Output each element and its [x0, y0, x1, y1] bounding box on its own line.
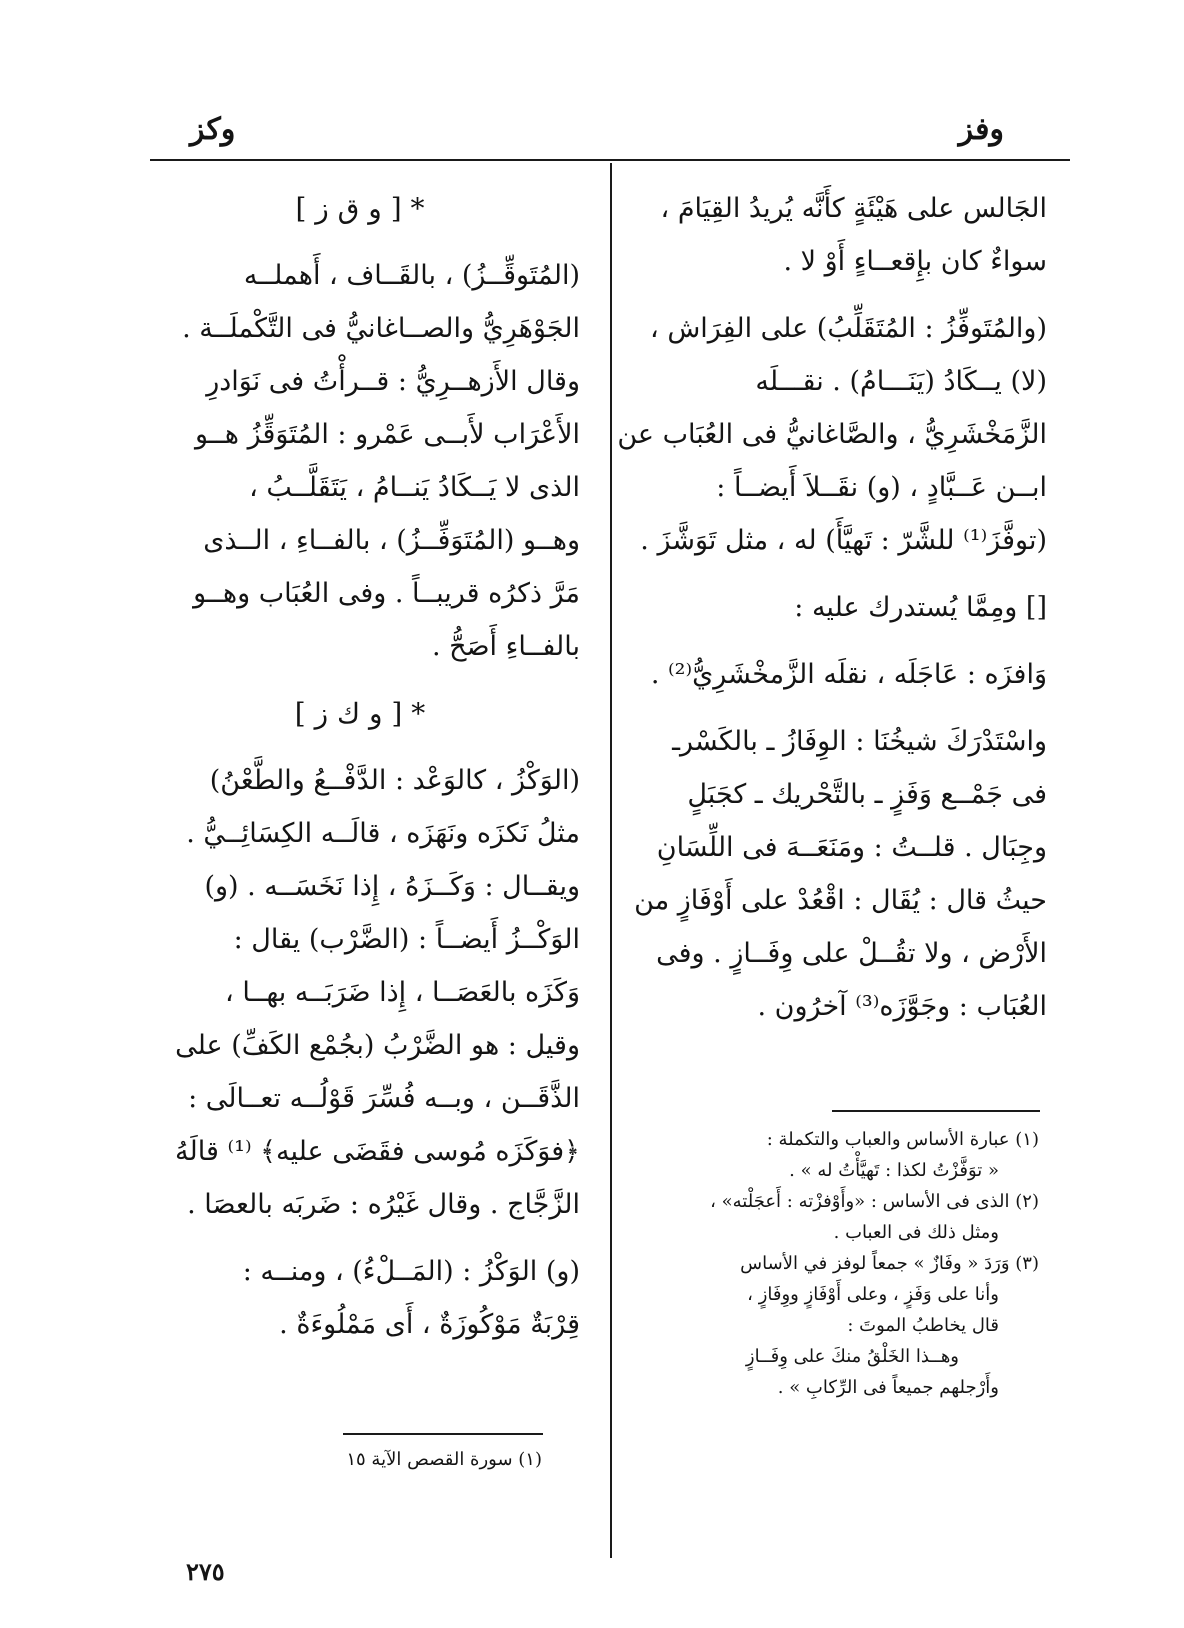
- right-footnote-line: « توَفَّزْتُ لكذا : تَهيَّأْتُ له » .: [789, 1160, 999, 1181]
- right-column-line: (والمُتَوفِّزُ : المُتَقَلِّبُ) على الفِرَاش ،: [650, 313, 1047, 344]
- left-column-line: وهــو (المُتَوَفِّــزُ) ، بالفــاءِ ، الــذى: [203, 525, 580, 556]
- right-column-line: الأَرْض ، ولا تقُــلْ على وِفَــازٍ . وفى: [656, 938, 1047, 969]
- right-footnote-line: (٢) الذى فى الأساس : «وأَوْفزْته : أَعجَلْته» ،: [710, 1191, 1039, 1212]
- right-column-line: سواءٌ كان بإِقعــاءٍ أَوْ لا .: [783, 246, 1047, 277]
- left-column-line: الزَّجَّاج . وقال غَيْرُه : ضَربَه بالعصَا .: [187, 1189, 580, 1220]
- right-footnotes: [604, 1124, 1039, 1403]
- right-footnote-line: وهــذا الخَلْقُ منكَ على وِفَــازٍ: [745, 1346, 959, 1367]
- right-column-line: الزَّمَخْشَرِيُّ ، والصَّاغانيُّ فى العُبَاب عن: [617, 419, 1047, 450]
- right-footnote-line: (٣) وَرَدَ « وفَازٌ » جمعاً لوفز في الأساس: [740, 1253, 1039, 1274]
- right-footnote-line: وأنا على وَفَزٍ ، وعلى أَوْفَازٍ ووِفَازٍ ،: [747, 1284, 999, 1305]
- left-column-entry-heading: * [ و ق ز ]: [295, 192, 425, 225]
- left-column-line: (الوَكْزُ ، كالوَعْد : الدَّفْــعُ والطَّعْنُ): [209, 765, 580, 796]
- right-column-line: العُبَاب : وجَوَّزَه⁽³⁾ آخرُون .: [757, 991, 1047, 1022]
- right-column: [592, 182, 1047, 1033]
- left-column-line: وقال الأَزهــرِيُّ : قــرأْتُ فى نَوَادرِ: [206, 366, 580, 397]
- left-footnotes: [242, 1444, 542, 1475]
- left-column-entry-heading: * [ و ك ز ]: [294, 697, 426, 730]
- right-footnote-line: (١) عبارة الأساس والعباب والتكملة :: [766, 1129, 1039, 1150]
- right-column-line: (لا) يــكَادُ (يَنَـــامُ) . نقـــلَه: [755, 366, 1047, 397]
- right-column-line: حيثُ قال : يُقَال : اقْعُدْ على أَوْفَازٍ من: [634, 885, 1047, 916]
- left-column-line: بالفــاءِ أَصَحُّ .: [432, 631, 580, 662]
- left-column-line: (المُتَوقِّــزُ) ، بالقَــاف ، أَهملــه: [243, 260, 580, 291]
- right-footnote-line: قال يخاطبُ الموتَ :: [847, 1315, 999, 1336]
- left-footnote-rule: [343, 1433, 543, 1435]
- running-header-left: وكز: [190, 112, 236, 147]
- right-column-line: (توفَّزَ⁽¹⁾ للشَّرّ : تَهيَّأَ) له ، مثل تَوَشَّزَ .: [640, 525, 1047, 556]
- right-footnote-line: ومثل ذلك فى العباب .: [833, 1222, 999, 1243]
- running-header-right: وفز: [958, 112, 1004, 147]
- right-footnote-rule: [832, 1110, 1040, 1112]
- left-column-line: ﴿فوَكَزَه مُوسى فقَضَى عليه﴾ ⁽¹⁾ قالَهُ: [175, 1136, 580, 1167]
- left-column-line: الأَعْرَاب لأَبــى عَمْرو : المُتَوَقِّزُ هــو: [195, 419, 580, 450]
- right-column-line: ابــن عَــبَّادٍ ، (و) نقَــلاَ أَيضــاً :: [716, 472, 1047, 503]
- left-column-line: الوَكْــزُ أَيضــاً : (الضَّرْب) يقال :: [233, 924, 580, 955]
- right-column-line: الجَالس على هَيْئَةٍ كأَنَّه يُريدُ القِيَامَ ،: [660, 193, 1047, 224]
- right-column-line: فى جَمْــع وَفَزٍ ـ بالتَّحْريك ـ كجَبَلٍ: [687, 779, 1047, 810]
- left-column-line: قِرْبَةٌ مَوْكُوزَةٌ ، أَى مَمْلُوءَةٌ .: [279, 1309, 580, 1340]
- left-column-line: مَرَّ ذكرُه قريبــاً . وفى العُبَاب وهــو: [193, 578, 580, 609]
- left-footnote-1: (١) سورة القصص الآية ١٥: [346, 1449, 542, 1470]
- page-number: ٢٧٥: [186, 1557, 225, 1586]
- left-column-line: الذَّقَــن ، وبــه فُسِّرَ قَوْلُــه تعــالَى :: [188, 1083, 580, 1114]
- left-column-line: مثلُ نَكزَه ونَهَزَه ، قالَــه الكِسَائِــيُّ .: [186, 818, 580, 849]
- left-column-line: الذى لا يَــكَادُ يَنــامُ ، يَتَقَلَّــبُ ،: [249, 472, 580, 503]
- left-column-line: (و) الوَكْزُ : (المَــلْءُ) ، ومنــه :: [242, 1256, 580, 1287]
- header-rule: [150, 159, 1070, 161]
- right-column-line: وَافزَه : عَاجَلَه ، نقلَه الزَّمخْشَرِيُّ⁽²⁾ .: [650, 659, 1047, 690]
- left-column-line: وَكَزَه بالعَصَــا ، إِذا ضَرَبَــه بهــا ،: [225, 977, 580, 1008]
- right-column-line: واسْتَدْرَكَ شيخُنَا : الوِفَازُ ـ بالكَسْرـ: [672, 726, 1047, 757]
- right-column-line: وجِبَال . قلــتُ : ومَنَعَــهَ فى اللِّسَانِ: [656, 832, 1047, 863]
- left-column-line: الجَوْهَرِيُّ والصــاغانيُّ فى التَّكْملَــة .: [182, 313, 580, 344]
- left-column: [140, 182, 580, 1351]
- left-column-line: ويقــال : وَكَــزَهُ ، إِذا نَخَسَــه . (و): [204, 871, 580, 902]
- right-column-line: [] ومِمَّا يُستدرك عليه :: [794, 592, 1047, 623]
- left-column-line: وقيل : هو الضَّرْبُ (بجُمْع الكَفِّ) على: [175, 1030, 580, 1061]
- right-footnote-line: وأَرْجلهم جميعاً فى الرِّكابِ » .: [777, 1377, 999, 1398]
